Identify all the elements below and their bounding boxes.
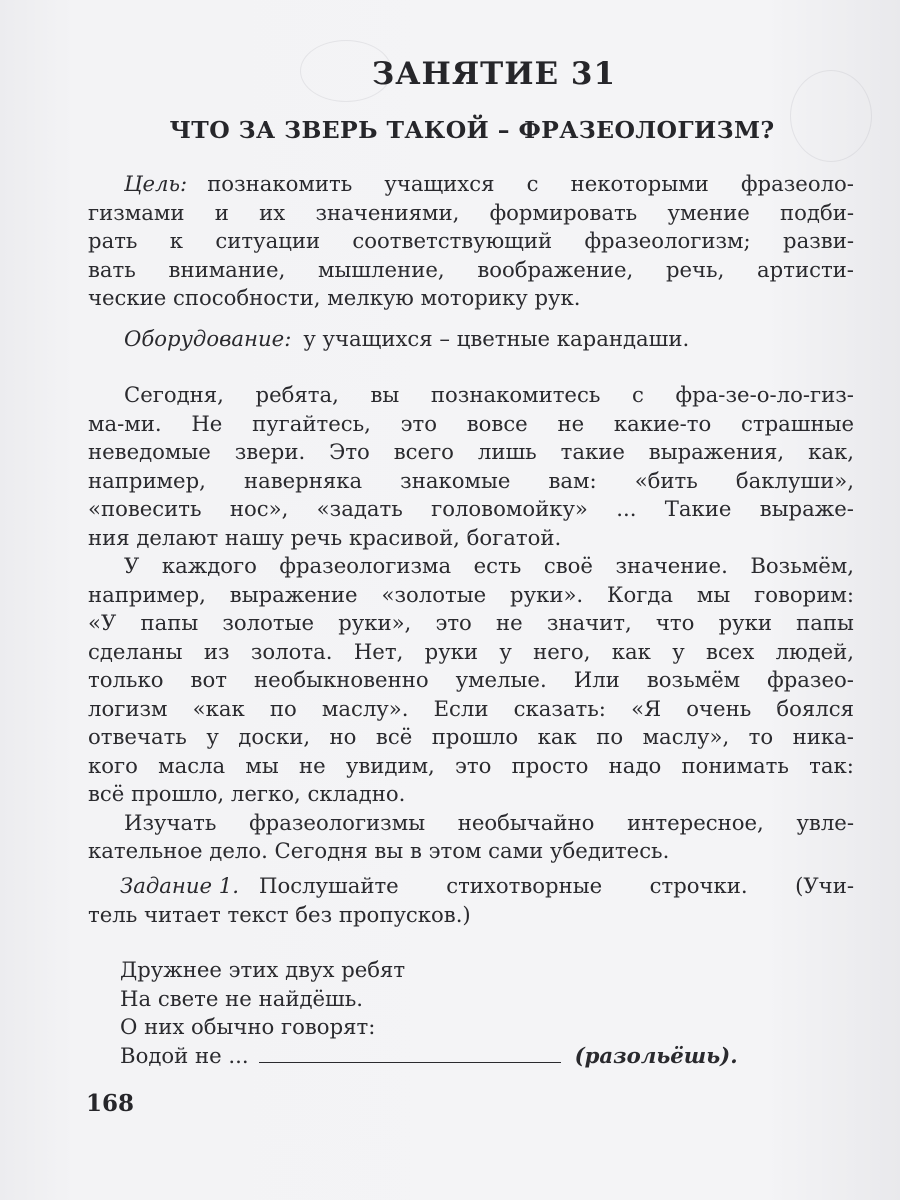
text-line: [88, 809, 854, 838]
text-line: [88, 438, 854, 467]
poem-line-start: Водой не ...: [120, 1042, 249, 1068]
intro-line: например, наверняка знакомые вам: «бить баклуши»,: [88, 467, 854, 493]
goal-label: Цель:: [124, 171, 188, 196]
text-line: [88, 524, 854, 553]
equipment-label: Оборудование:: [124, 326, 292, 351]
goal-text: гизмами и их значениями, формировать умение подби-: [88, 199, 854, 225]
poem-line: На свете не найдёшь.: [120, 985, 363, 1011]
text-line: [88, 837, 854, 866]
text-line: [88, 256, 854, 285]
task-label: Задание 1.: [120, 873, 239, 898]
text-line: [88, 581, 854, 610]
text-line: [88, 325, 854, 354]
lesson-title: ЗАНЯТИЕ 31: [371, 56, 617, 92]
text-line: [88, 638, 854, 667]
poem-line: Дружнее этих двух ребят: [120, 957, 406, 982]
intro-line: всё прошло, легко, складно.: [88, 781, 406, 806]
text-line: [88, 552, 854, 581]
intro-line: ния делают нашу речь красивой, богатой.: [88, 524, 562, 550]
text-line: [88, 609, 854, 638]
intro-line: ма-ми. Не пугайтесь, это вовсе не какие-то страшные: [88, 410, 854, 436]
goal-text: ческие способности, мелкую моторику рук.: [88, 285, 581, 310]
intro-line: неведомые звери. Это всего лишь такие выражения, как,: [88, 439, 854, 464]
intro-line: Сегодня, ребята, вы познакомитесь с фра-зе-о-ло-гиз-: [124, 382, 854, 407]
text-line: [88, 901, 854, 930]
lesson-subtitle: ЧТО ЗА ЗВЕРЬ ТАКОЙ – ФРАЗЕОЛОГИЗМ?: [169, 116, 775, 144]
goal-text: вать внимание, мышление, воображение, речь, артисти-: [88, 256, 854, 282]
goal-text: познакомить учащихся с некоторыми фразеоло-: [207, 171, 854, 196]
text-line: [88, 495, 854, 524]
equipment-text: у учащихся – цветные карандаши.: [303, 326, 690, 351]
text-line: [88, 199, 854, 228]
intro-text: [88, 381, 854, 866]
text-line: [88, 227, 854, 256]
intro-line: «повесить нос», «задать головомойку» ... Такие выраже-: [88, 496, 854, 521]
answer-blank-line[interactable]: [259, 1042, 561, 1063]
poem-line: О них обычно говорят:: [120, 1014, 376, 1039]
text-line: [88, 284, 854, 313]
text-line: [88, 695, 854, 724]
text-line: [88, 872, 854, 901]
text-line: [88, 780, 854, 809]
text-line: [88, 410, 854, 439]
intro-line: Изучать фразеологизмы необычайно интересное, увле-: [124, 809, 854, 835]
page-number: 168: [86, 1090, 135, 1117]
text-line: [88, 381, 854, 410]
intro-line: отвечать у доски, но всё прошло как по маслу», то ника-: [88, 724, 854, 749]
intro-line: например, выражение «золотые руки». Когда мы говорим:: [88, 581, 854, 607]
intro-line: логизм «как по маслу». Если сказать: «Я очень боялся: [88, 695, 854, 721]
poem: [120, 956, 820, 1070]
goal-paragraph: [88, 170, 854, 313]
text-line: [88, 752, 854, 781]
poem-answer: (разольёшь).: [574, 1042, 738, 1068]
intro-line: сделаны из золота. Нет, руки у него, как у всех людей,: [88, 638, 854, 664]
text-line: [88, 467, 854, 496]
equipment-paragraph: [88, 325, 854, 354]
intro-line: кательное дело. Сегодня вы в этом сами убедитесь.: [88, 838, 670, 863]
text-line: [88, 723, 854, 752]
intro-line: «У папы золотые руки», это не значит, что руки папы: [88, 610, 854, 635]
intro-line: У каждого фразеологизма есть своё значение. Возьмём,: [124, 553, 854, 578]
goal-text: рать к ситуации соответствующий фразеологизм; разви-: [88, 228, 854, 253]
intro-line: только вот необыкновенно умелые. Или возьмём фразео-: [88, 667, 854, 692]
poem-line-with-blank: [120, 1042, 820, 1071]
task-1: [88, 872, 854, 929]
text-line: [88, 170, 854, 199]
task-text: Послушайте стихотворные строчки. (Учи-: [258, 873, 854, 898]
task-text: тель читает текст без пропусков.): [88, 901, 471, 927]
intro-line: кого масла мы не увидим, это просто надо понимать так:: [88, 752, 854, 778]
text-line: [88, 666, 854, 695]
